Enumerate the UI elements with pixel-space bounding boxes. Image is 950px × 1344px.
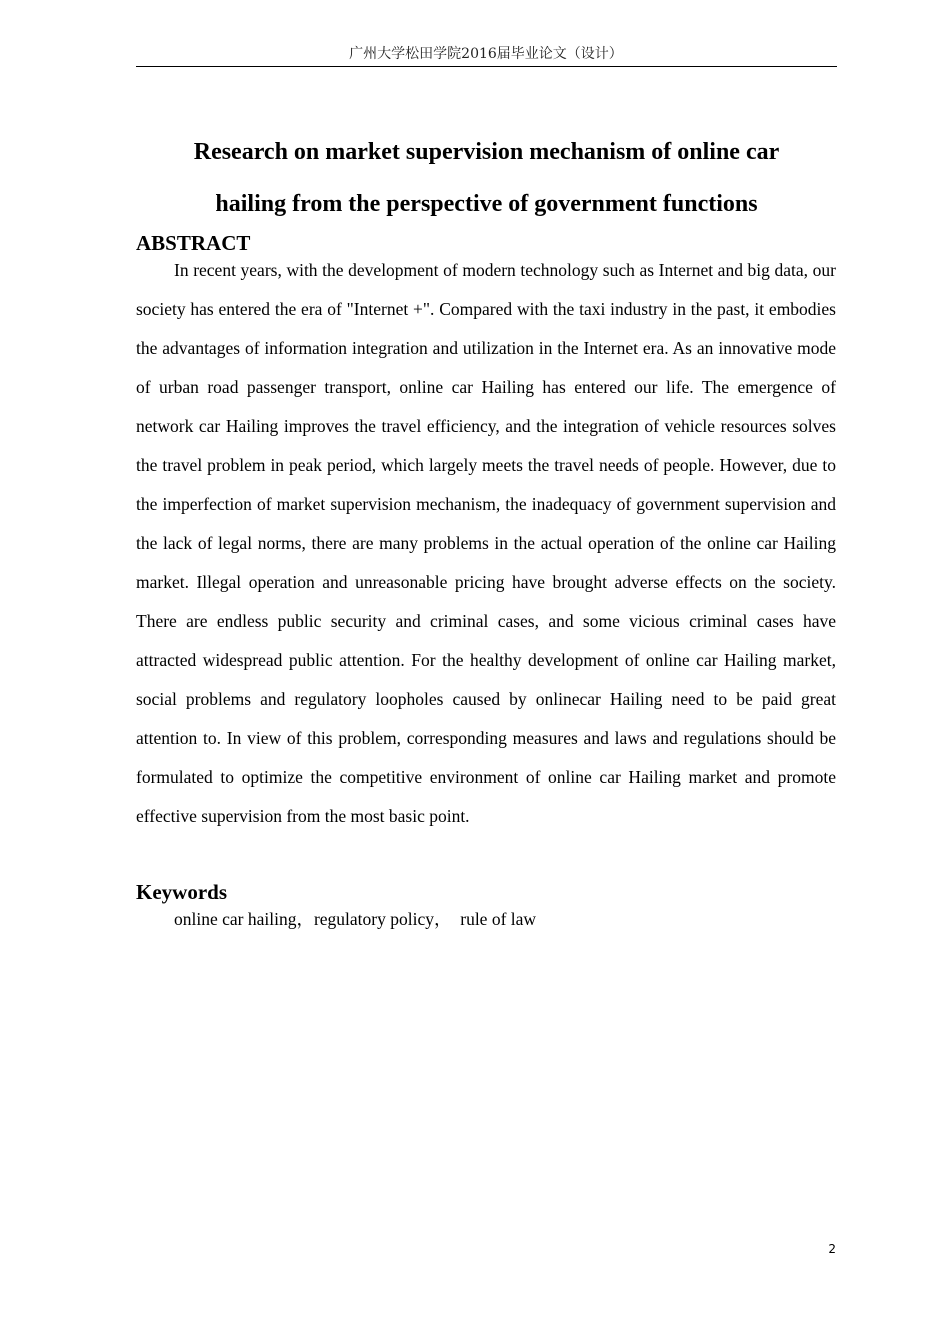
paper-title-line-2: hailing from the perspective of government functions bbox=[215, 191, 758, 217]
paper-title bbox=[136, 126, 837, 230]
page-number: 2 bbox=[828, 1242, 836, 1256]
paper-title-line-1: Research on market supervision mechanism of online car bbox=[193, 139, 780, 165]
abstract-paragraph: In recent years, with the development of modern technology such as Internet and big data, our society has entered the era of "Internet +". Compared with the taxi industry in the past, it embodies the advantages of information integration and utilization in the Internet era. As an innovative mode of urban road passenger transport, online car Hailing has entered our life. The emergence of network car Hailing improves the travel efficiency, and the integration of vehicle resources solves the travel problem in peak period, which largely meets the travel needs of people. However, due to the imperfection of market supervision mechanism, the inadequacy of government supervision and the lack of legal norms, there are many problems in the actual operation of the online car Hailing market. Illegal operation and unreasonable pricing have brought adverse effects on the society. There are endless public security and criminal cases, and some vicious criminal cases have attracted widespread public attention. For the healthy development of online car Hailing market, social problems and regulatory loopholes caused by onlinecar Hailing need to be paid great attention to. In view of this problem, corresponding measures and laws and regulations should be formulated to optimize the competitive environment of online car Hailing market and promote effective supervision from the most basic point. bbox=[136, 260, 836, 826]
keywords-list: online car hailing，regulatory policy， rule of law bbox=[174, 909, 537, 929]
running-header: 广州大学松田学院2016届毕业论文（设计） bbox=[349, 46, 623, 62]
abstract-heading: ABSTRACT bbox=[136, 231, 251, 255]
keywords-heading: Keywords bbox=[136, 880, 227, 904]
header-divider bbox=[136, 66, 837, 67]
